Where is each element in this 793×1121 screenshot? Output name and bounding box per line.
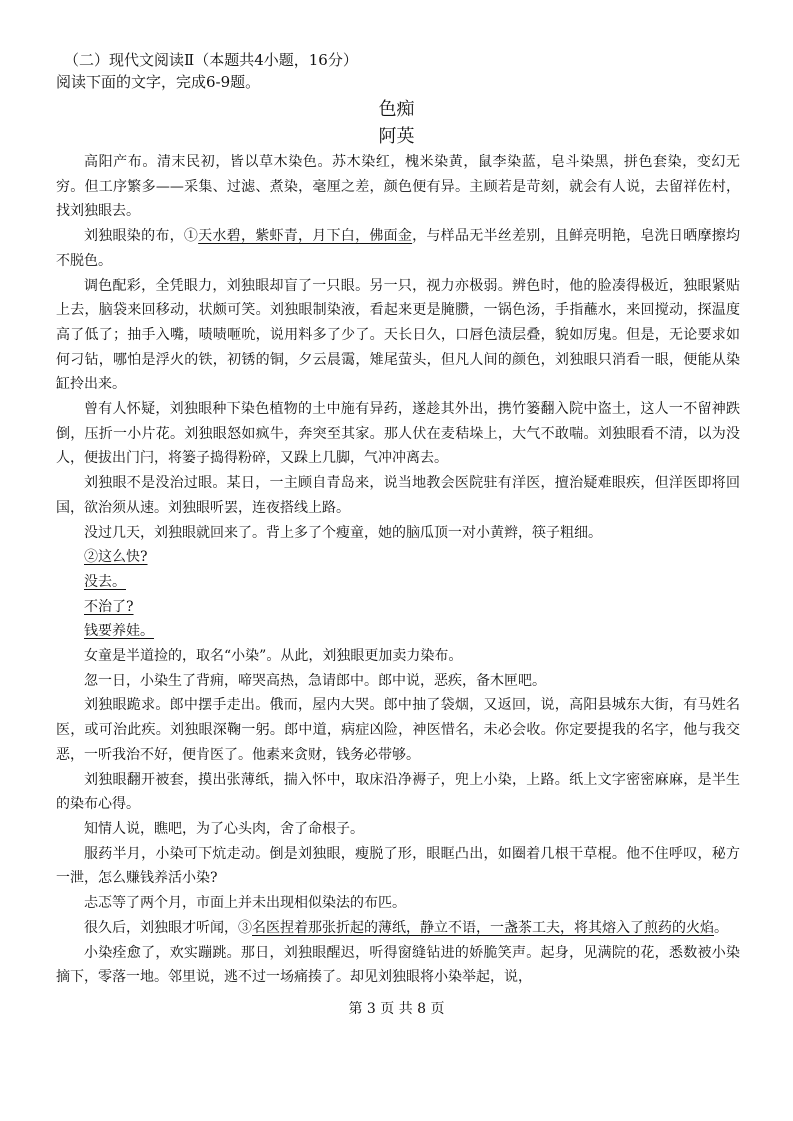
underlined-dialogue: 没去。 [84, 573, 126, 590]
paragraph-text: ，与样品无半丝差别，且鲜亮明艳，皂洗日晒摩擦均不脱色。 [56, 228, 741, 269]
dialogue-line [56, 545, 740, 570]
paragraph: 忽一日，小染生了背痈，啼哭高热，急请郎中。郎中说，恶疾，备木匣吧。 [84, 672, 546, 689]
paragraph-text: 。 [714, 919, 728, 936]
paragraph: 忐忑等了两个月，市面上并未出现相似染法的布匹。 [84, 895, 406, 912]
paragraph: 小染痊愈了，欢实蹦跳。那日，刘独眼醒迟，听得窗缝钻进的娇脆笑声。起身，见满院的花，悉数被小染摘下，零落一地。邻里说，逃不过一场痛揍了。却见刘独眼将小染举起，说， [56, 944, 740, 986]
underlined-sentence-3: 名医捏着那张折起的薄纸，静立不语，一盏茶工夫，将其熔入了煎药的火焰 [252, 919, 714, 936]
underlined-dialogue: 不治了? [84, 598, 134, 615]
dialogue-line [56, 570, 740, 595]
article-title: 色痴 [378, 99, 415, 120]
underlined-dialogue-2: ②这么快? [84, 549, 148, 566]
paragraph-text: 刘独眼染的布，① [84, 228, 199, 245]
paragraph: 没过几天，刘独眼就回来了。背上多了个瘦童，她的脑瓜顶一对小黄辫，筷子粗细。 [84, 524, 602, 541]
reading-instruction: 阅读下面的文字，完成6-9题。 [56, 73, 261, 91]
article-author: 阿英 [378, 126, 415, 147]
dialogue-line [56, 595, 740, 620]
paragraph [56, 916, 740, 941]
paragraph: 女童是半道捡的，取名“小染”。从此，刘独眼更加卖力染布。 [84, 648, 463, 665]
paragraph: 知情人说，瞧吧，为了心头肉，舍了命根子。 [84, 820, 364, 837]
paragraph: 调色配彩，全凭眼力，刘独眼却盲了一只眼。另一只，视力亦极弱。辨色时，他的脸凑得极近，独眼紧贴上去，脑袋来回移动，状颇可笑。刘独眼制染液，看起来更是腌臜，一锅色汤，手指蘸水，来回搅动，探温度高了低了；抽手入嘴，啧啧咂吮，说用料多了少了。天长日久，口唇色渍层叠，貌如厉鬼。但是，无论要求如何刁钻，哪怕是浮火的铁，初锈的铜，夕云晨霭，雉尾萤头，但凡人间的颜色，刘独眼只消看一眼，便能从染缸拎出来。 [56, 277, 740, 393]
paragraph: 刘独眼翻开被套，摸出张薄纸，揣入怀中，取床沿净褥子，兜上小染，上路。纸上文字密密麻麻，是半生的染布心得。 [56, 771, 740, 813]
underlined-sentence-1: 天水碧，紫虾青，月下白，佛面金 [198, 228, 413, 245]
section-heading: （二）现代文阅读Ⅱ（本题共4小题，16分） [64, 51, 358, 69]
paragraph: 刘独眼不是没治过眼。某日，一主顾自青岛来，说当地教会医院驻有洋医，擅治疑难眼疾，但洋医即将回国，欲治须从速。刘独眼听罢，连夜搭线上路。 [56, 475, 740, 516]
paragraph: 刘独眼跪求。郎中摆手走出。俄而，屋内大哭。郎中抽了袋烟，又返回，说，高阳县城东大街，有马姓名医，或可治此疾。刘独眼深鞠一躬。郎中道，病症凶险，神医惜名，未必会收。你定要提我的名字，他与我交恶，一听我治不好，便肯医了。他素来贪财，钱务必带够。 [56, 697, 740, 763]
dialogue-line [56, 619, 740, 644]
paragraph: 高阳产布。清末民初，皆以草木染色。苏木染红，槐米染黄，鼠李染蓝，皂斗染黑，拼色套染，变幻无穷。但工序繁多——采集、过滤、煮染，毫厘之差，颜色便有异。主顾若是苛刻，就会有人说，去留祥佐村，找刘独眼去。 [56, 154, 740, 220]
paragraph: 曾有人怀疑，刘独眼种下染色植物的土中施有异药，遂趁其外出，携竹篓翻入院中盗土，这人一不留神跌倒，压折一小片花。刘独眼怒如疯牛，奔突至其家。那人伏在麦秸垛上，大气不敢喘。刘独眼看不清，以为没人，便拔出门闩，将篓子捣得粉碎，又跺上几脚，气冲冲离去。 [56, 401, 740, 467]
underlined-dialogue: 钱要养娃。 [84, 623, 154, 640]
paragraph [56, 224, 740, 273]
article-body [56, 150, 740, 990]
paragraph: 服药半月，小染可下炕走动。倒是刘独眼，瘦脱了形，眼眶凸出，如圈着几根干草棍。他不住呼叹，秘方一泄，怎么赚钱养活小染? [56, 845, 740, 887]
page-number: 第 3 页 共 8 页 [348, 1001, 445, 1017]
paragraph-text: 很久后，刘独眼才听闻，③ [84, 919, 252, 936]
